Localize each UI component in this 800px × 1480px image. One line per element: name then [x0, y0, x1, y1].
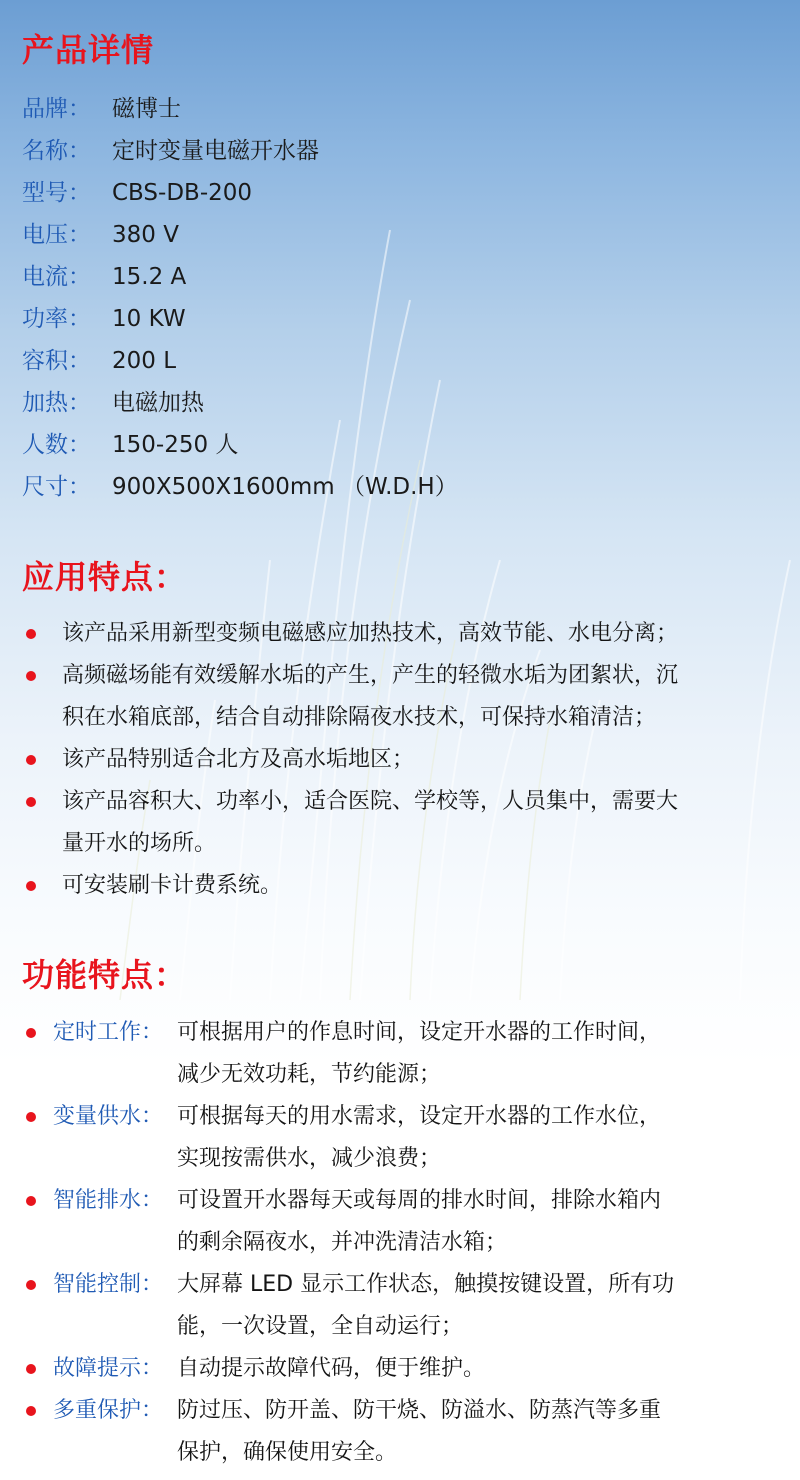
- spec-value: 10 KW: [112, 306, 186, 332]
- bullet-icon: [26, 1112, 36, 1122]
- list-item-text: 可安装刷卡计费系统。: [62, 873, 283, 898]
- bullet-icon: [26, 1196, 36, 1206]
- spec-value: 900X500X1600mm （W.D.H）: [112, 474, 458, 500]
- list-item-text: 该产品容积大、功率小，适合医院、学校等，人员集中，需要大: [62, 789, 679, 814]
- feature-text: 大屏幕 LED 显示工作状态，触摸按键设置，所有功: [177, 1272, 675, 1297]
- feature-label: 多重保护：: [53, 1398, 164, 1423]
- spec-value: 380 V: [112, 222, 179, 248]
- application-features-title: 应用特点：: [22, 558, 188, 596]
- spec-label: 加热：: [22, 390, 91, 416]
- spec-value: 定时变量电磁开水器: [112, 138, 319, 164]
- feature-text: 可根据用户的作息时间，设定开水器的工作时间，: [177, 1020, 662, 1045]
- spec-value: 磁博士: [112, 96, 181, 122]
- feature-label: 变量供水：: [53, 1104, 164, 1129]
- feature-text: 减少无效功耗，节约能源；: [177, 1062, 442, 1087]
- bullet-icon: [26, 1280, 36, 1290]
- bullet-icon: [26, 881, 36, 891]
- feature-label: 智能控制：: [53, 1272, 164, 1297]
- bullet-icon: [26, 1406, 36, 1416]
- spec-value: 电磁加热: [112, 390, 204, 416]
- feature-text: 实现按需供水，减少浪费；: [177, 1146, 442, 1171]
- feature-text: 的剩余隔夜水，并冲洗清洁水箱；: [177, 1230, 508, 1255]
- feature-label: 定时工作：: [53, 1020, 164, 1045]
- feature-text: 防过压、防开盖、防干烧、防溢水、防蒸汽等多重: [177, 1398, 662, 1423]
- feature-text: 可设置开水器每天或每周的排水时间，排除水箱内: [177, 1188, 662, 1213]
- list-item-text: 积在水箱底部，结合自动排除隔夜水技术，可保持水箱清洁；: [62, 705, 657, 730]
- feature-text: 保护，确保使用安全。: [177, 1440, 398, 1465]
- bullet-icon: [26, 1364, 36, 1374]
- bullet-icon: [26, 671, 36, 681]
- bullet-icon: [26, 755, 36, 765]
- spec-value: CBS-DB-200: [112, 180, 253, 206]
- spec-label: 电流：: [22, 264, 91, 290]
- bullet-icon: [26, 797, 36, 807]
- function-features-title: 功能特点：: [22, 956, 188, 994]
- feature-text: 可根据每天的用水需求，设定开水器的工作水位，: [177, 1104, 662, 1129]
- list-item-text: 该产品采用新型变频电磁感应加热技术，高效节能、水电分离；: [62, 621, 679, 646]
- product-details-title: 产品详情: [22, 31, 155, 69]
- spec-value: 200 L: [112, 348, 177, 374]
- bullet-icon: [26, 629, 36, 639]
- feature-label: 故障提示：: [53, 1356, 164, 1381]
- spec-label: 电压：: [22, 222, 91, 248]
- spec-label: 品牌：: [22, 96, 91, 122]
- bullet-icon: [26, 1028, 36, 1038]
- list-item-text: 量开水的场所。: [62, 831, 217, 856]
- spec-label: 尺寸：: [22, 474, 91, 500]
- feature-text: 自动提示故障代码，便于维护。: [177, 1356, 486, 1381]
- spec-label: 容积：: [22, 348, 91, 374]
- list-item-text: 高频磁场能有效缓解水垢的产生，产生的轻微水垢为团絮状，沉: [62, 663, 679, 688]
- feature-label: 智能排水：: [53, 1188, 164, 1213]
- spec-label: 名称：: [22, 138, 91, 164]
- spec-label: 型号：: [22, 180, 91, 206]
- feature-text: 能，一次设置，全自动运行；: [177, 1314, 464, 1339]
- spec-value: 15.2 A: [112, 264, 187, 290]
- spec-label: 功率：: [22, 306, 91, 332]
- spec-value: 150-250 人: [112, 432, 239, 458]
- list-item-text: 该产品特别适合北方及高水垢地区；: [62, 747, 415, 772]
- spec-label: 人数：: [22, 432, 91, 458]
